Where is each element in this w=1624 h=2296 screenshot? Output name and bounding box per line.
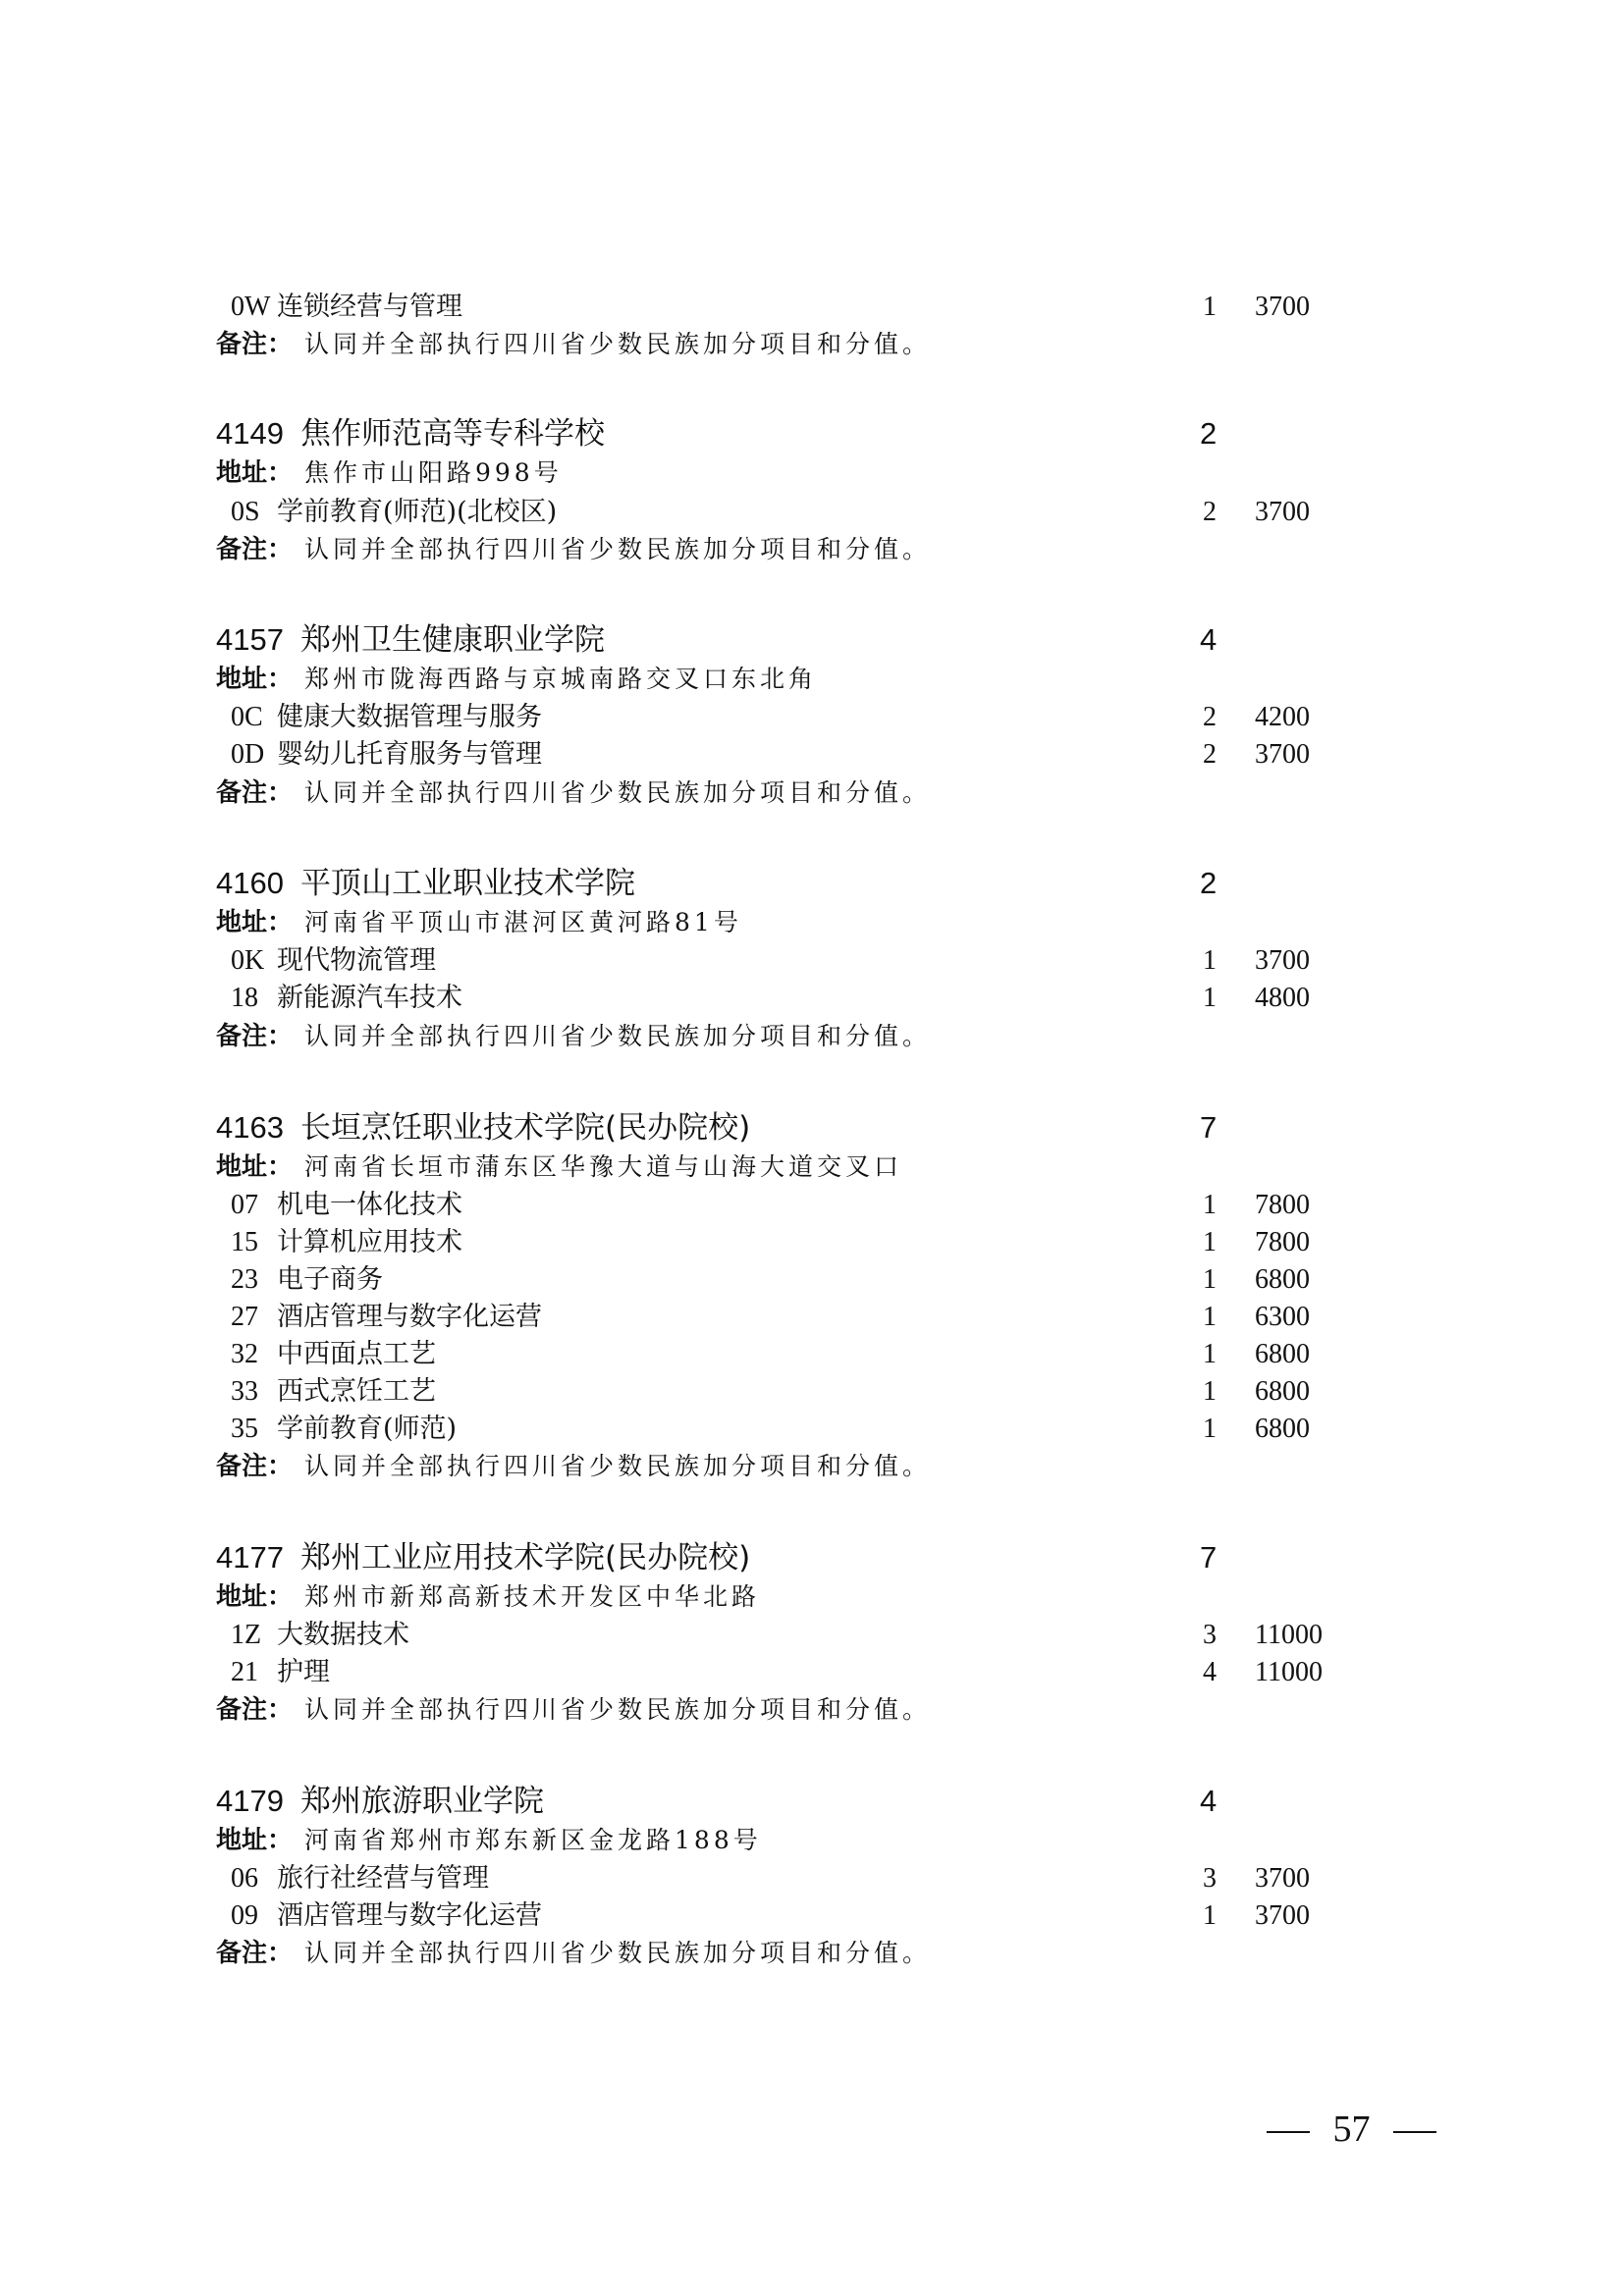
school-count: 7	[1200, 1540, 1218, 1575]
address-label: 地址：	[216, 458, 294, 488]
major-count: 1	[1203, 1376, 1217, 1407]
major-row	[0, 1223, 1624, 1262]
major-name: 大数据技术	[277, 1620, 409, 1650]
note-label: 备注：	[216, 778, 294, 808]
major-count: 1	[1203, 1302, 1217, 1332]
address-row	[0, 660, 1624, 699]
major-fee: 4200	[1255, 702, 1310, 732]
note-text: 认同并全部执行四川省少数民族加分项目和分值。	[304, 1695, 932, 1724]
school-name: 郑州旅游职业学院	[300, 1784, 544, 1819]
major-name: 护理	[277, 1657, 330, 1687]
major-row	[0, 1260, 1624, 1300]
major-row	[0, 1372, 1624, 1412]
major-name: 中西面点工艺	[277, 1339, 436, 1369]
note-text: 认同并全部执行四川省少数民族加分项目和分值。	[304, 1022, 932, 1050]
major-name: 婴幼儿托育服务与管理	[277, 739, 542, 770]
address-row	[0, 1148, 1624, 1187]
major-fee: 3700	[1255, 292, 1310, 322]
school-header	[0, 414, 1624, 454]
address-text: 河南省郑州市郑东新区金龙路188号	[304, 1826, 762, 1854]
school-code: 4177	[216, 1540, 284, 1575]
note-label: 备注：	[216, 535, 294, 564]
major-row	[0, 698, 1624, 737]
major-name: 电子商务	[277, 1264, 383, 1295]
major-row	[0, 1859, 1624, 1898]
major-count: 3	[1203, 1863, 1217, 1894]
major-row	[0, 1410, 1624, 1449]
major-code: 0D	[231, 739, 265, 770]
address-label: 地址：	[216, 665, 294, 694]
major-count: 1	[1203, 1264, 1217, 1295]
address-row	[0, 1821, 1624, 1860]
address-text: 河南省平顶山市湛河区黄河路81号	[304, 908, 742, 936]
major-count: 4	[1203, 1657, 1217, 1687]
school-count: 2	[1200, 416, 1218, 451]
school-name: 焦作师范高等专科学校	[300, 416, 605, 452]
major-name: 计算机应用技术	[277, 1227, 462, 1257]
major-name: 旅行社经营与管理	[277, 1863, 489, 1894]
major-fee: 4800	[1255, 983, 1310, 1013]
note-text: 认同并全部执行四川省少数民族加分项目和分值。	[304, 778, 932, 807]
major-fee: 3700	[1255, 739, 1310, 770]
major-code: 09	[231, 1900, 258, 1931]
major-name: 新能源汽车技术	[277, 983, 462, 1013]
major-fee: 7800	[1255, 1227, 1310, 1257]
school-header	[0, 864, 1624, 903]
major-name: 西式烹饪工艺	[277, 1376, 436, 1407]
major-row	[0, 1186, 1624, 1225]
address-text: 郑州市新郑高新技术开发区中华北路	[304, 1582, 761, 1611]
address-text: 郑州市陇海西路与京城南路交叉口东北角	[304, 665, 818, 693]
major-fee: 3700	[1255, 1900, 1310, 1931]
school-name: 郑州卫生健康职业学院	[300, 622, 605, 658]
major-code: 0W	[231, 292, 271, 322]
school-header	[0, 620, 1624, 660]
major-fee: 3700	[1255, 1863, 1310, 1894]
page-number-value: 57	[1332, 2109, 1371, 2150]
major-fee: 3700	[1255, 945, 1310, 976]
school-code: 4157	[216, 622, 284, 657]
school-count: 4	[1200, 1784, 1218, 1818]
major-row	[0, 288, 1624, 327]
major-name: 机电一体化技术	[277, 1190, 462, 1220]
address-row	[0, 903, 1624, 942]
major-row	[0, 941, 1624, 981]
major-name: 连锁经营与管理	[277, 292, 462, 322]
school-count: 2	[1200, 866, 1218, 900]
address-label: 地址：	[216, 1582, 294, 1612]
major-name: 学前教育(师范)(北校区)	[277, 497, 558, 527]
address-label: 地址：	[216, 1826, 294, 1855]
major-count: 2	[1203, 497, 1217, 527]
major-code: 27	[231, 1302, 258, 1332]
school-code: 4149	[216, 416, 284, 451]
note-label: 备注：	[216, 1022, 294, 1051]
major-count: 2	[1203, 739, 1217, 770]
note-row	[0, 1934, 1624, 1973]
page-number-dash-left	[1267, 2131, 1310, 2133]
note-text: 认同并全部执行四川省少数民族加分项目和分值。	[304, 535, 932, 563]
major-code: 33	[231, 1376, 258, 1407]
major-fee: 6800	[1255, 1264, 1310, 1295]
note-text: 认同并全部执行四川省少数民族加分项目和分值。	[304, 1939, 932, 1967]
major-count: 1	[1203, 1339, 1217, 1369]
note-row	[0, 325, 1624, 364]
major-row	[0, 1335, 1624, 1374]
major-name: 健康大数据管理与服务	[277, 702, 542, 732]
school-header	[0, 1108, 1624, 1148]
address-text: 焦作市山阳路998号	[304, 458, 563, 487]
major-code: 1Z	[231, 1620, 262, 1650]
school-name: 长垣烹饪职业技术学院(民办院校)	[300, 1110, 751, 1146]
address-row	[0, 1577, 1624, 1617]
major-count: 1	[1203, 1900, 1217, 1931]
major-fee: 11000	[1255, 1620, 1323, 1650]
major-code: 07	[231, 1190, 258, 1220]
note-label: 备注：	[216, 330, 294, 359]
note-label: 备注：	[216, 1695, 294, 1725]
note-label: 备注：	[216, 1452, 294, 1481]
major-count: 2	[1203, 702, 1217, 732]
major-code: 15	[231, 1227, 258, 1257]
school-count: 4	[1200, 622, 1218, 657]
major-count: 1	[1203, 1190, 1217, 1220]
major-row	[0, 979, 1624, 1018]
page-number-dash-right	[1393, 2131, 1436, 2133]
major-code: 0S	[231, 497, 260, 527]
major-row	[0, 1653, 1624, 1692]
major-fee: 11000	[1255, 1657, 1323, 1687]
major-count: 1	[1203, 292, 1217, 322]
school-code: 4160	[216, 866, 284, 900]
major-count: 3	[1203, 1620, 1217, 1650]
major-fee: 6800	[1255, 1376, 1310, 1407]
major-code: 32	[231, 1339, 258, 1369]
major-count: 1	[1203, 945, 1217, 976]
major-code: 06	[231, 1863, 258, 1894]
school-code: 4163	[216, 1110, 284, 1145]
school-name: 平顶山工业职业技术学院	[300, 866, 635, 901]
major-fee: 3700	[1255, 497, 1310, 527]
major-name: 现代物流管理	[277, 945, 436, 976]
note-label: 备注：	[216, 1939, 294, 1968]
major-row	[0, 1616, 1624, 1655]
address-label: 地址：	[216, 1152, 294, 1182]
note-row	[0, 1447, 1624, 1486]
school-count: 7	[1200, 1110, 1218, 1145]
major-row	[0, 1896, 1624, 1936]
major-name: 酒店管理与数字化运营	[277, 1302, 542, 1332]
school-header	[0, 1538, 1624, 1577]
major-code: 21	[231, 1657, 258, 1687]
note-row	[0, 774, 1624, 813]
note-row	[0, 530, 1624, 569]
address-label: 地址：	[216, 908, 294, 937]
major-fee: 6300	[1255, 1302, 1310, 1332]
page-number	[1267, 2105, 1436, 2154]
major-code: 35	[231, 1414, 258, 1444]
school-header	[0, 1782, 1624, 1821]
major-count: 1	[1203, 1414, 1217, 1444]
major-fee: 6800	[1255, 1414, 1310, 1444]
school-name: 郑州工业应用技术学院(民办院校)	[300, 1540, 751, 1575]
major-count: 1	[1203, 1227, 1217, 1257]
note-text: 认同并全部执行四川省少数民族加分项目和分值。	[304, 1452, 932, 1480]
major-count: 1	[1203, 983, 1217, 1013]
major-row	[0, 1298, 1624, 1337]
major-code: 23	[231, 1264, 258, 1295]
note-text: 认同并全部执行四川省少数民族加分项目和分值。	[304, 330, 932, 358]
major-name: 学前教育(师范)	[277, 1414, 458, 1444]
note-row	[0, 1017, 1624, 1056]
major-code: 0K	[231, 945, 265, 976]
address-text: 河南省长垣市蒲东区华豫大道与山海大道交叉口	[304, 1152, 903, 1181]
major-fee: 7800	[1255, 1190, 1310, 1220]
major-fee: 6800	[1255, 1339, 1310, 1369]
note-row	[0, 1690, 1624, 1730]
address-row	[0, 454, 1624, 493]
major-name: 酒店管理与数字化运营	[277, 1900, 542, 1931]
major-code: 0C	[231, 702, 263, 732]
major-row	[0, 493, 1624, 532]
school-code: 4179	[216, 1784, 284, 1818]
major-row	[0, 735, 1624, 774]
major-code: 18	[231, 983, 258, 1013]
